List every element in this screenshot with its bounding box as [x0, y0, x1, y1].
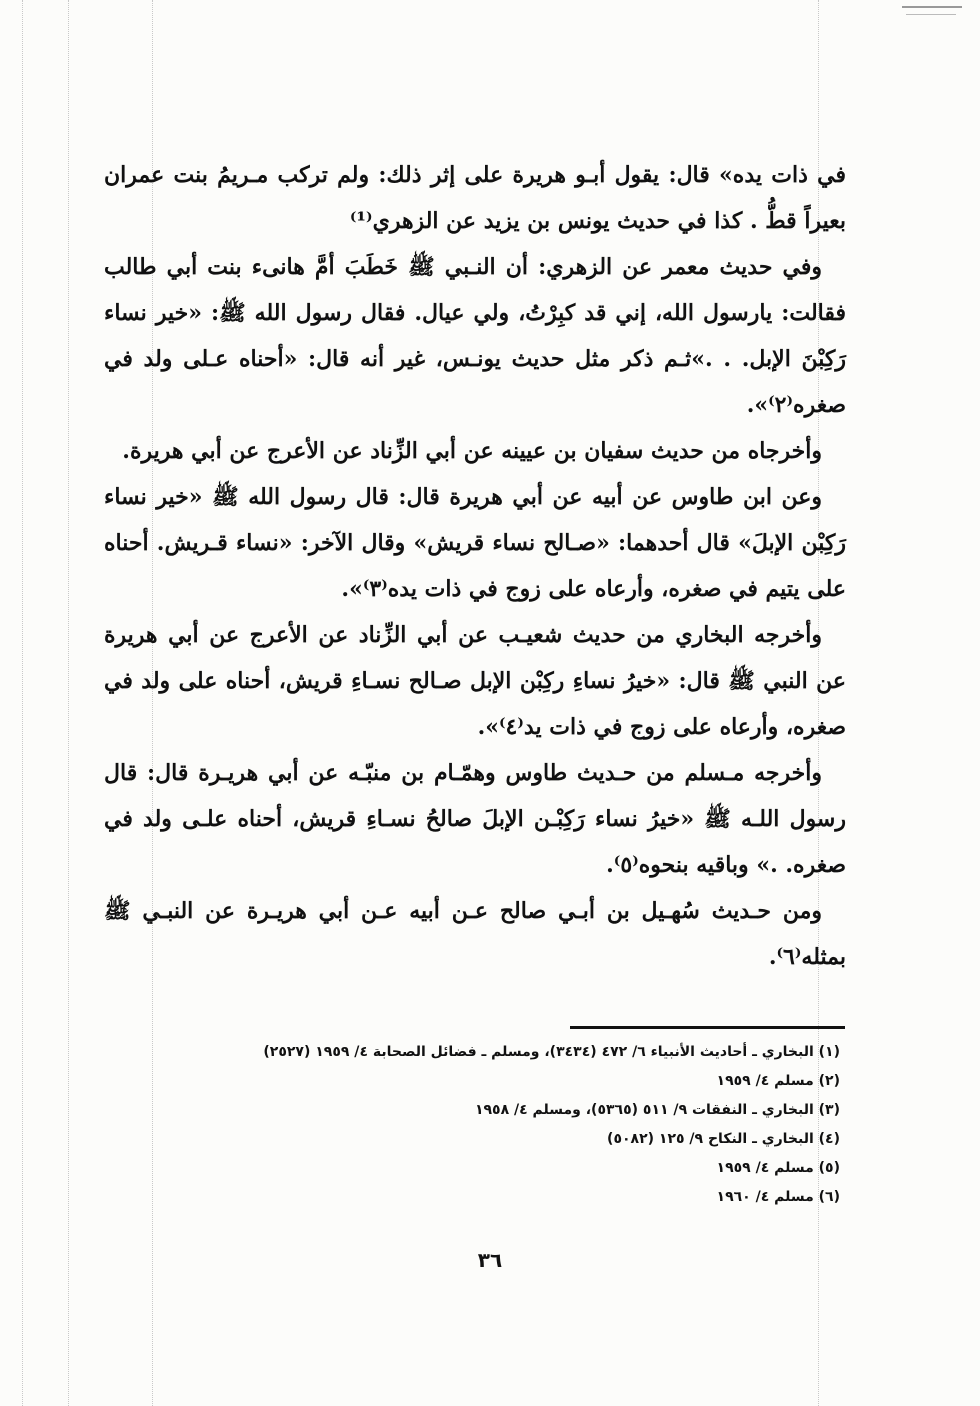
footnotes-list	[190, 1038, 840, 1212]
paragraph-6: وأخرجه مـسلم من حـديث طاوس وهمّـام بن منبّـه عن أبي هريـرة قال: قال رسول اللـه ﷺ «خيرُ نساء رَكِبْـن الإبلَ صالحُ نسـاءِ قريش، أحناه علـى ولد في صغره. .» وباقيه بنحوه⁽٥⁾.	[104, 760, 846, 878]
footnote-2: (٢) مسلم ٤/ ١٩٥٩	[716, 1073, 840, 1089]
page-number: ٣٦	[477, 1248, 503, 1272]
footnote-4: (٤) البخاري ـ النكاح ٩/ ١٢٥ (٥٠٨٢)	[607, 1131, 840, 1147]
paragraph-1: في ذات يده» قال: يقول أبـو هريرة على إثر ذلك: ولم تركب مـريمُ بنت عمران بعيراً قطُّ . كذا في حديث يونس بن يزيد عن الزهري⁽¹⁾	[104, 162, 846, 234]
paragraph-5: وأخرجه البخاري من حديث شعيـب عن أبي الزِّناد عن الأعرج عن أبي هريرة عن النبي ﷺ قال: «خيرُ نساءِ ركِبْن الإبل صـالح نسـاءِ قريش، أحناه على ولد في صغره، وأرعاه على زوج في ذات يد⁽٤⁾».	[104, 622, 846, 740]
scan-artifact-line	[68, 0, 69, 1406]
footnote-divider	[570, 1026, 845, 1029]
footnote-5: (٥) مسلم ٤/ ١٩٥٩	[716, 1160, 840, 1176]
paragraph-7: ومن حـديث سُهـيل بن أبـي صالح عـن أبيه عـن أبي هريـرة عن النبـي ﷺ بمثله⁽٦⁾.	[104, 898, 846, 970]
scan-artifact-line	[22, 0, 23, 1406]
footnote-6: (٦) مسلم ٤/ ١٩٦٠	[716, 1189, 840, 1205]
scan-corner-mark	[902, 6, 962, 8]
paragraph-4: وعن ابن طاوس عن أبيه عن أبي هريرة قال: قال رسول الله ﷺ «خير نساء رَكِبْن الإبلَ» قال أحدهما: «صـالح نساء قريش» وقال الآخر: «نساء قـريش. أحناه على يتيم في صغره، وأرعاه على زوج في ذات يده⁽٣⁾».	[104, 484, 846, 602]
footnote-1: (١) البخاري ـ أحاديث الأنبياء ٦/ ٤٧٢ (٣٤٣٤)، ومسلم ـ فضائل الصحابة ٤/ ١٩٥٩ (٢٥٢٧)	[263, 1044, 840, 1060]
main-text	[104, 152, 846, 980]
paragraph-2: وفي حديث معمر عن الزهري: أن النـبي ﷺ خَطَبَ أمَّ هانىء بنت أبي طالب فقالت: يارسول الله، إني قد كبِرْتُ، ولي عيال. فقال رسول الله ﷺ: «خير نساء رَكِبْنَ الإبل. . .»ثـم ذكر مثل حديث يونـس، غير أنه قال: «أحناه عـلى ولد في صغره⁽٢⁾».	[104, 254, 846, 418]
scan-corner-mark	[906, 14, 956, 15]
footnote-3: (٣) البخاري ـ النفقات ٩/ ٥١١ (٥٣٦٥)، ومسلم ٤/ ١٩٥٨	[474, 1102, 840, 1118]
paragraph-3: وأخرجاه من حديث سفيان بن عيينه عن أبي الزِّناد عن الأعرج عن أبي هريرة.	[122, 438, 822, 464]
